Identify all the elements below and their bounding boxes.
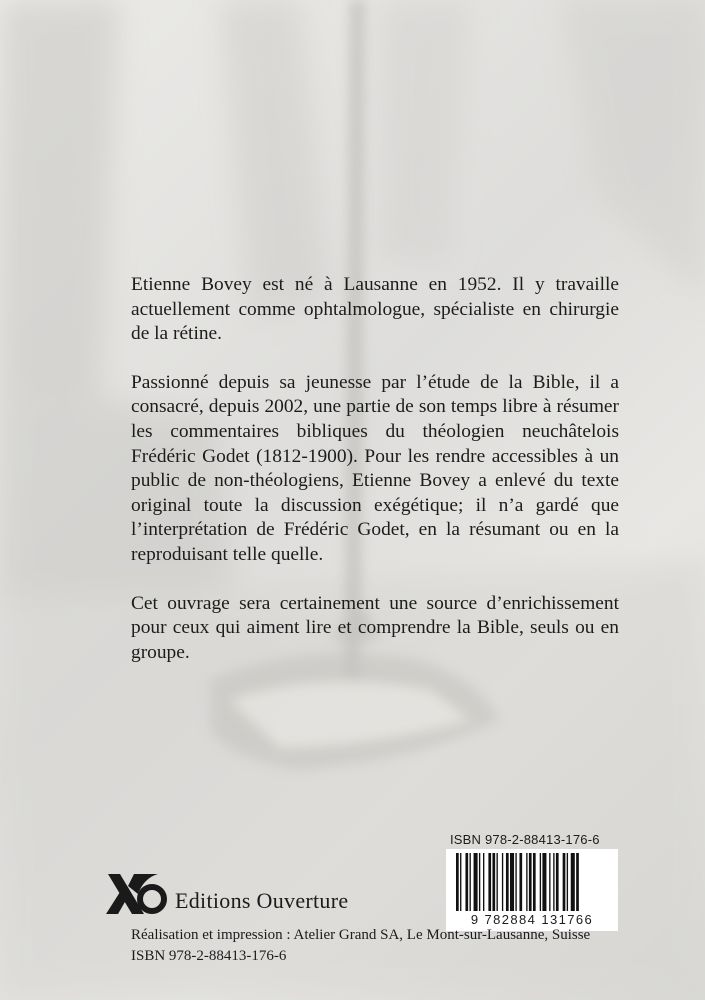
- barcode-digits: 9 782884 131766: [446, 912, 618, 927]
- imprint: [131, 925, 590, 967]
- barcode-bar: [456, 853, 459, 911]
- publisher-name: Editions Ouverture: [175, 888, 349, 913]
- barcode-bar: [470, 853, 471, 911]
- barcode-bar: [506, 853, 509, 911]
- barcode-bar: [519, 853, 522, 911]
- barcode-bar: [502, 853, 503, 911]
- blurb-paragraph-audience: Cet ouvrage sera certainement une source d’enrichissement pour ceux qui aiment lire et comprendre la Bible, seuls ou en groupe.: [131, 592, 619, 663]
- blurb-paragraph-work: Passionné depuis sa jeunesse par l’étude de la Bible, il a consacré, depuis 2002, une partie de son temps libre à résumer les commentaires bibliques du théologien neuchâtelois Frédéric Godet (1812-1900). Pour les rendre accessibles à un public de non-théologiens, Etienne Bovey a enlevé du texte original toute la discussion exégétique; il n’a gardé que l’interprétation de Frédéric Godet, en la résumant ou en la reproduisant telle quelle.: [131, 371, 619, 565]
- barcode-bar: [483, 853, 484, 911]
- author-blurb: [131, 273, 619, 689]
- barcode-bar: [474, 853, 478, 911]
- barcode-bar: [549, 853, 550, 911]
- barcode-bar: [488, 853, 491, 911]
- blurb-paragraph-author: Etienne Bovey est né à Lausanne en 1952. Il y travaille actuellement comme ophtalmologue, spécialiste en chirurgie de la rétine.: [131, 274, 619, 345]
- barcode-bar: [542, 853, 546, 911]
- barcode-bar: [571, 853, 575, 911]
- barcode-bar: [563, 853, 566, 911]
- xo-logo-icon: [104, 872, 168, 916]
- barcode-isbn-label: ISBN 978-2-88413-176-6: [450, 832, 600, 847]
- barcode-bar: [526, 853, 527, 911]
- barcode-bar: [497, 853, 498, 911]
- barcode-bar: [533, 853, 536, 911]
- barcode-bar: [556, 853, 559, 911]
- barcode-bar: [529, 853, 532, 911]
- barcode-bar: [460, 853, 461, 911]
- barcode-bar: [576, 853, 579, 911]
- imprint-printer: Réalisation et impression : Atelier Grand SA, Le Mont-sur-Lausanne, Suisse: [131, 927, 591, 943]
- barcode-bars: [446, 849, 618, 913]
- barcode-bar: [510, 853, 514, 911]
- barcode-bar: [553, 853, 554, 911]
- barcode-bar: [567, 853, 568, 911]
- barcode-bar: [515, 853, 516, 911]
- barcode-bar: [492, 853, 495, 911]
- barcode-bar: [465, 853, 468, 911]
- barcode-bar: [479, 853, 480, 911]
- barcode-bar: [540, 853, 541, 911]
- imprint-isbn: ISBN 978-2-88413-176-6: [131, 948, 287, 964]
